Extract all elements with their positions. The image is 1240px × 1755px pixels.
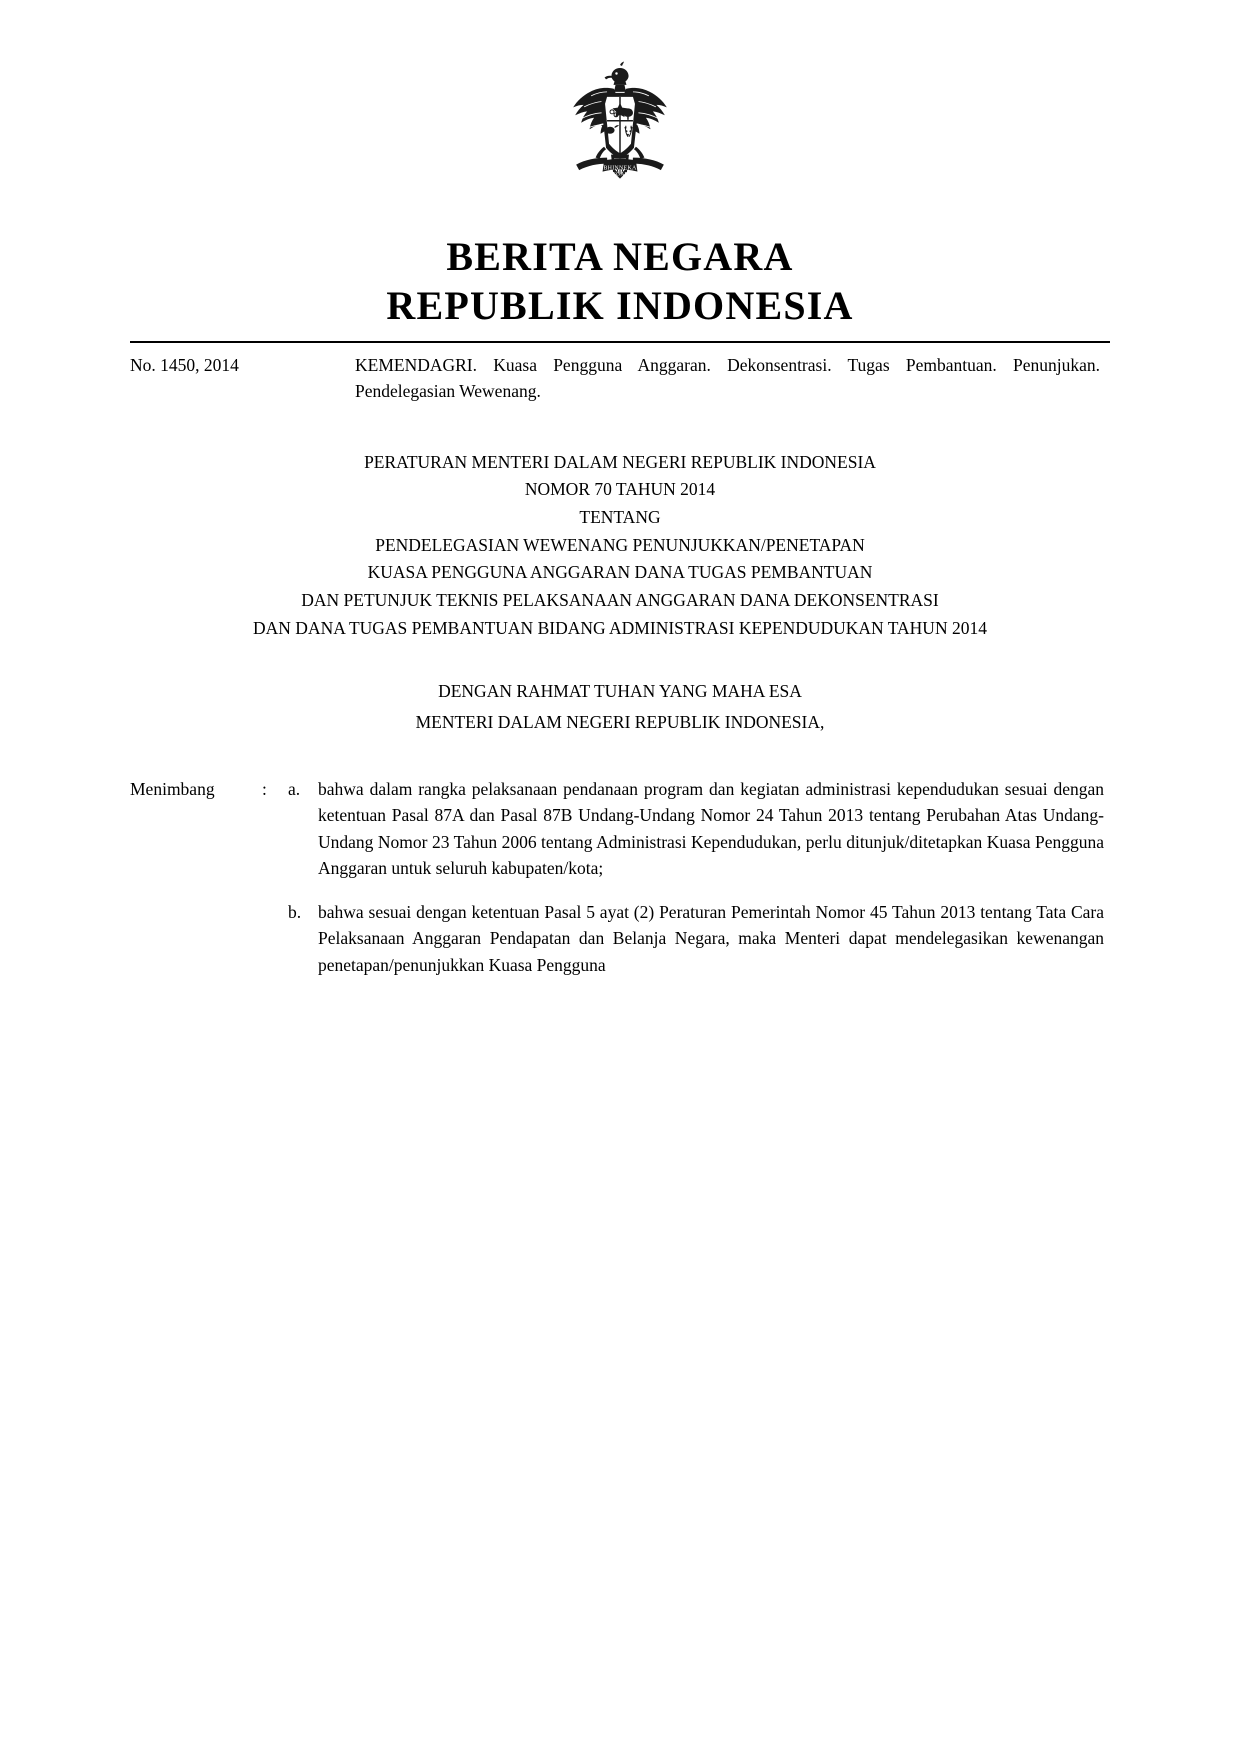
catalog-number: No. 1450, 2014 [130, 354, 239, 375]
list-item-text: bahwa sesuai dengan ketentuan Pasal 5 ayat (2) Peraturan Pemerintah Nomor 45 Tahun 2013 tentang Tata Cara Pelaksanaan Anggaran Pendapatan dan Belanja Negara, maka Menteri dapat mendelegasikan kewenangan penetapan/penunjukkan Kuasa Pengguna [318, 901, 1104, 976]
masthead-divider [130, 341, 1110, 343]
considering-label: Menimbang [130, 778, 215, 799]
catalog-line [130, 352, 1110, 405]
masthead-line-1: BERITA NEGARA [446, 234, 794, 279]
title-line-4: PENDELEGASIAN WEWENANG PENUNJUKKAN/PENETAPAN [375, 534, 865, 555]
garuda-pancasila-emblem [545, 61, 695, 203]
emblem-container [130, 61, 1110, 211]
title-line-5: KUASA PENGGUNA ANGGARAN DANA TUGAS PEMBANTUAN [367, 562, 873, 583]
title-line-1: PERATURAN MENTERI DALAM NEGERI REPUBLIK INDONESIA [364, 451, 876, 472]
considering-items [288, 776, 1110, 996]
title-line-2: NOMOR 70 TAHUN 2014 [524, 479, 716, 500]
svg-text:BHINNEKA: BHINNEKA [603, 165, 637, 172]
masthead-line-2: REPUBLIK INDONESIA [386, 282, 854, 328]
masthead [130, 233, 1110, 343]
catalog-subject: KEMENDAGRI. Kuasa Pengguna Anggaran. Dekonsentrasi. Tugas Pembantuan. Penunjukan. Pendelegasian Wewenang. [355, 354, 1100, 402]
list-item [288, 776, 1104, 882]
list-item-text: bahwa dalam rangka pelaksanaan pendanaan program dan kegiatan administrasi kependudukan sesuai dengan ketentuan Pasal 87A dan Pasal 87B Undang-Undang Nomor 24 Tahun 2013 tentang Perubahan Atas Undang-Undang Nomor 23 Tahun 2006 tentang Administrasi Kependudukan, perlu ditunjuk/ditetapkan Kuasa Pengguna Anggaran untuk seluruh kabupaten/kota; [318, 778, 1104, 879]
title-line-7: DAN DANA TUGAS PEMBANTUAN BIDANG ADMINISTRASI KEPENDUDUKAN TAHUN 2014 [253, 617, 987, 638]
svg-text:TUNGGAL IKA: TUNGGAL IKA [599, 171, 641, 178]
title-line-6: DAN PETUNJUK TEKNIS PELAKSANAAN ANGGARAN DANA DEKONSENTRASI [301, 589, 939, 610]
list-item-marker: b. [288, 901, 302, 922]
considering-colon: : [262, 778, 267, 799]
considering-section [130, 776, 1110, 996]
salutation-line-2: MENTERI DALAM NEGERI REPUBLIK INDONESIA, [415, 711, 825, 732]
salutation-line-1: DENGAN RAHMAT TUHAN YANG MAHA ESA [438, 681, 802, 702]
list-item [288, 899, 1104, 979]
regulation-title-block [130, 449, 1110, 642]
list-item-marker: a. [288, 778, 301, 799]
salutation-block [130, 676, 1110, 737]
title-line-3: TENTANG [579, 507, 661, 528]
